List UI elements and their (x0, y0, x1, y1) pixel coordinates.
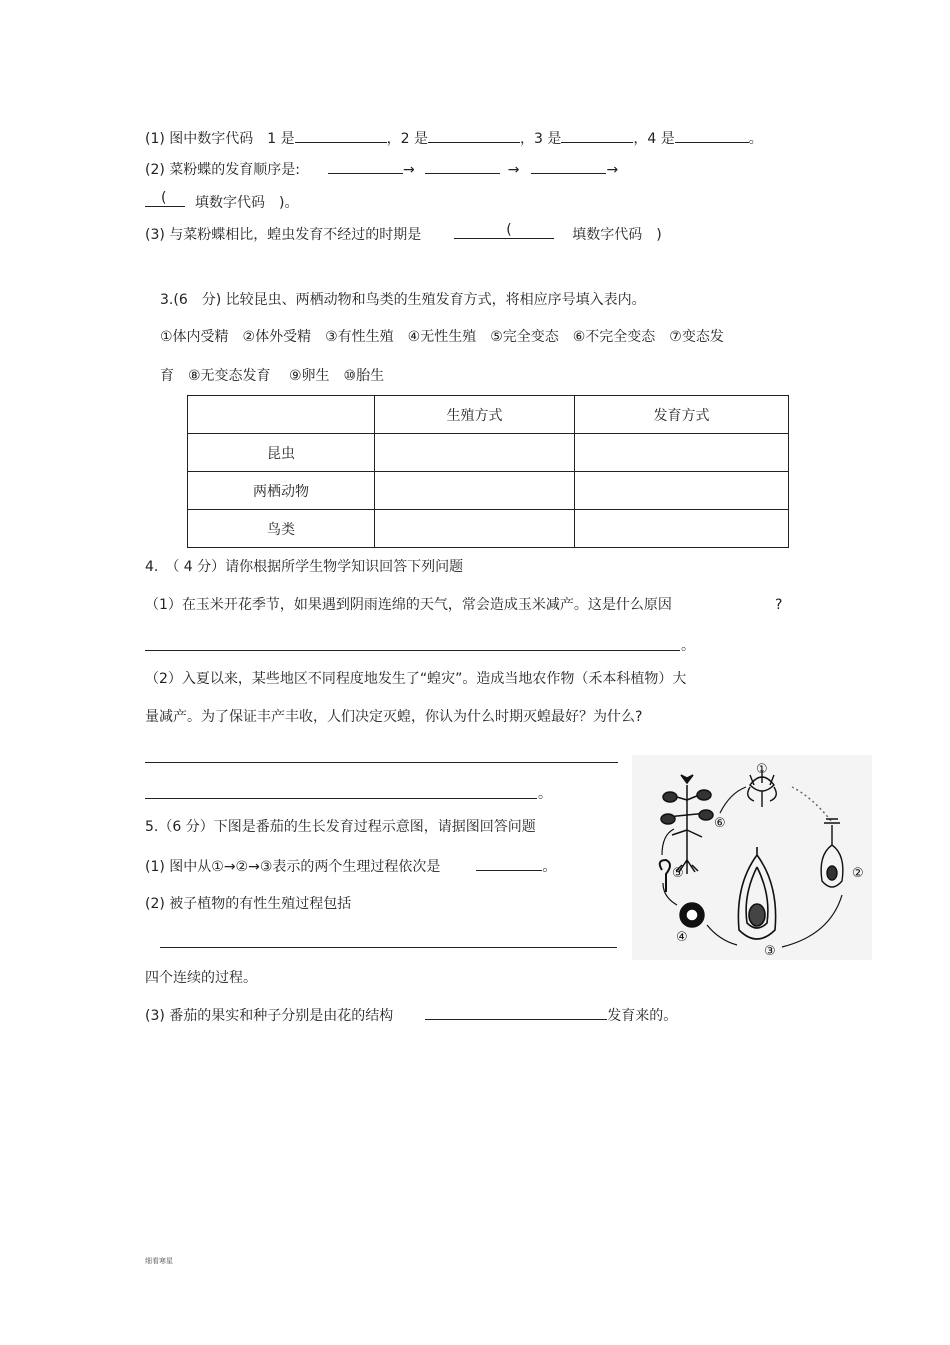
table-header-cell (188, 396, 375, 434)
diagram-label-3: ③ (764, 944, 776, 959)
q2-p3-hint: 填数字代码 ) (572, 227, 662, 243)
answer-cell[interactable] (575, 472, 789, 510)
table-header-cell: 发育方式 (575, 396, 789, 434)
q2-part2-cont (145, 192, 298, 213)
q5-part2-end: 四个连续的过程。 (145, 970, 257, 986)
q5-title: 5.（6 分）下图是番茄的生长发育过程示意图，请据图回答问题 (145, 819, 536, 835)
answer-blank[interactable] (295, 128, 387, 143)
q5-p1-end: 。 (542, 859, 557, 875)
arrow-icon: → (507, 162, 520, 178)
table-row-label: 昆虫 (188, 434, 375, 472)
q2-p2-text: (2) 菜粉蝶的发育顺序是: (145, 162, 300, 178)
answer-cell[interactable] (375, 510, 575, 548)
table-row-label: 鸟类 (188, 510, 375, 548)
diagram-label-2: ② (852, 866, 864, 881)
q5-p1-text: (1) 图中从①→②→③表示的两个生理过程依次是 (145, 859, 441, 875)
diagram-label-4: ④ (676, 930, 688, 945)
q3-options-line2: 育 ⑧无变态发育 ⑨卵生 ⑩胎生 (160, 368, 385, 384)
answer-blank[interactable] (425, 1005, 607, 1020)
table-row (188, 472, 789, 510)
q2-p1-text-b: ，2 是 (386, 131, 428, 147)
answer-line[interactable] (145, 650, 680, 651)
answer-blank[interactable] (425, 159, 500, 174)
seed-icon (680, 903, 704, 927)
q2-p2-hint: 填数字代码 )。 (195, 195, 299, 211)
q4-part1: （1）在玉米开花季节，如果遇到阴雨连绵的天气，常会造成玉米减产。这是什么原因 (145, 597, 672, 613)
q4-part1-qmark: ? (775, 597, 783, 613)
q4-title: 4. （ 4 分）请你根据所学生物学知识回答下列问题 (145, 559, 464, 575)
tomato-lifecycle-diagram (632, 755, 872, 960)
q5-p3-end: 发育来的。 (607, 1008, 678, 1024)
arrow-icon: → (403, 162, 415, 178)
answer-blank[interactable] (476, 856, 542, 871)
q2-part1 (145, 128, 763, 149)
answer-cell[interactable] (375, 434, 575, 472)
q2-p1-text-c: ，3 是 (520, 131, 562, 147)
arrow-icon: → (606, 162, 619, 178)
answer-cell[interactable] (575, 510, 789, 548)
q3-options-line1: ①体内受精 ②体外受精 ③有性生殖 ④无性生殖 ⑤完全变态 ⑥不完全变态 ⑦变态发 (160, 329, 724, 345)
paren: ( (161, 190, 167, 206)
q5-part2: (2) 被子植物的有性生殖过程包括 (145, 896, 352, 912)
q2-p1-text-e: 。 (748, 131, 763, 147)
q4-part2-end: 。 (538, 786, 552, 802)
table-header-cell: 生殖方式 (375, 396, 575, 434)
answer-line[interactable] (145, 762, 618, 763)
diagram-label-1: ① (756, 762, 768, 777)
q2-part3 (145, 224, 662, 245)
q2-p3-text: (3) 与菜粉蝶相比，蝗虫发育不经过的时期是 (145, 227, 422, 243)
table-row (188, 434, 789, 472)
answer-cell[interactable] (375, 472, 575, 510)
paren: ( (506, 222, 512, 238)
diagram-label-5: ⑤ (672, 866, 684, 881)
q4-part2-line1: （2）入夏以来，某些地区不同程度地发生了“蝗灾”。造成当地农作物（禾本科植物）大 (145, 671, 687, 687)
q3-title: 3.(6 分) 比较昆虫、两栖动物和鸟类的生殖发育方式，将相应序号填入表内。 (160, 292, 646, 308)
answer-blank[interactable] (328, 159, 403, 174)
answer-cell[interactable] (575, 434, 789, 472)
diagram-label-6: ⑥ (714, 816, 726, 831)
answer-blank[interactable] (454, 224, 554, 239)
q2-p1-text-d: ，4 是 (633, 131, 675, 147)
table-row-label: 两栖动物 (188, 472, 375, 510)
q5-part1 (145, 856, 556, 877)
q5-p3-text: (3) 番茄的果实和种子分别是由花的结构 (145, 1008, 394, 1024)
answer-blank[interactable] (145, 192, 185, 207)
answer-blank[interactable] (428, 128, 520, 143)
table-row (188, 510, 789, 548)
answer-line[interactable] (145, 798, 537, 799)
answer-blank[interactable] (561, 128, 633, 143)
q4-part1-end: 。 (681, 638, 695, 654)
table-header-row (188, 396, 789, 434)
q3-answer-table (187, 395, 789, 548)
diagram-background (632, 755, 872, 960)
answer-blank[interactable] (531, 159, 606, 174)
q5-part3 (145, 1005, 677, 1026)
page-footer: 细看寒星 (145, 1257, 173, 1265)
q2-part2 (145, 159, 618, 180)
q2-p1-text-a: (1) 图中数字代码 1 是 (145, 131, 295, 147)
q4-part2-line2: 量减产。为了保证丰产丰收，人们决定灭蝗，你认为什么时期灭蝗最好？为什么? (145, 709, 643, 725)
answer-blank[interactable] (675, 128, 749, 143)
answer-line[interactable] (160, 947, 617, 948)
